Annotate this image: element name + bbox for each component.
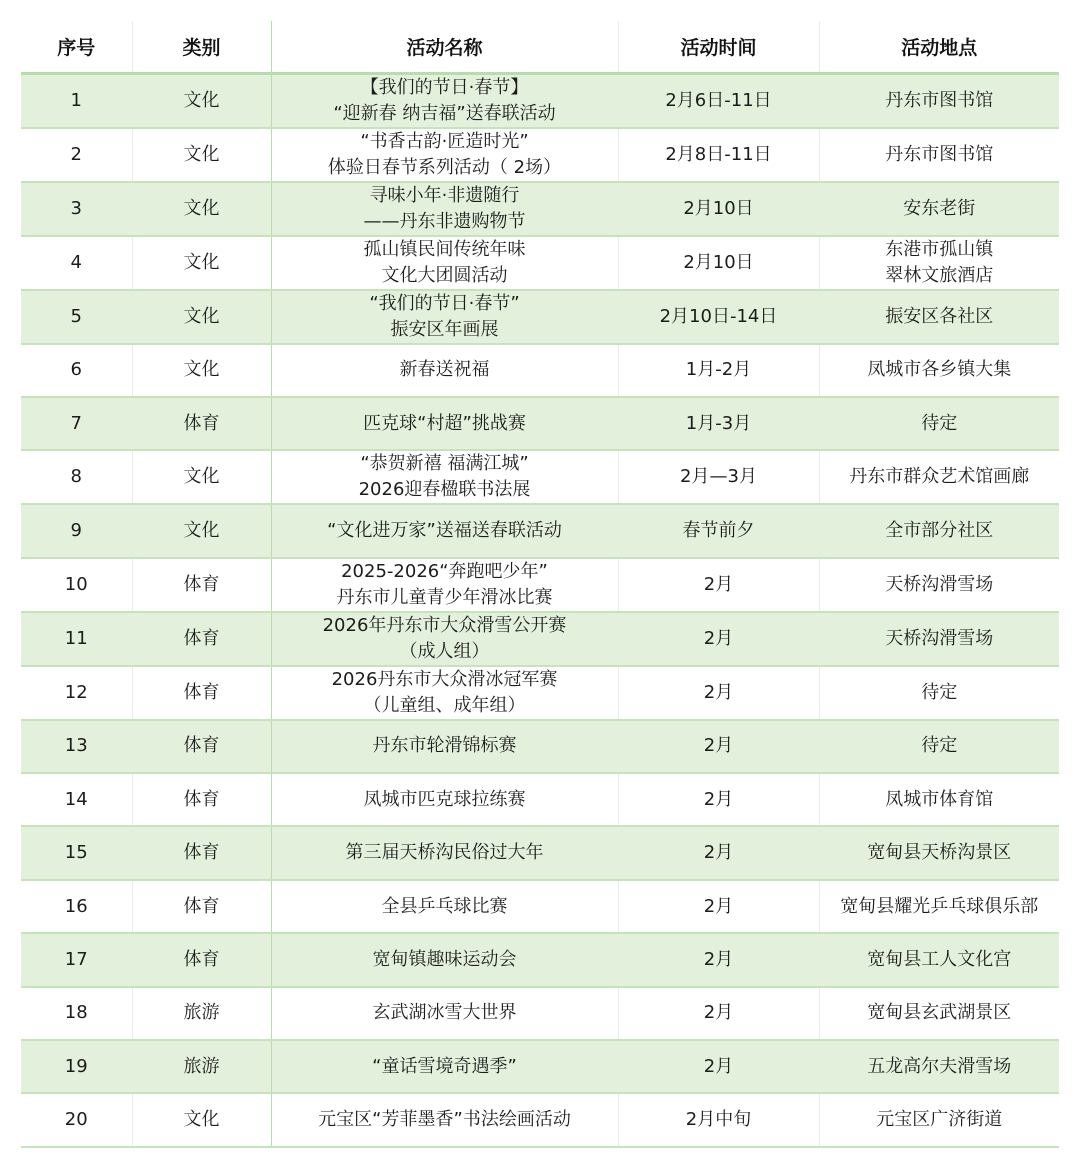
cell-activity-place [819,666,1059,720]
cell-no: 6 [70,359,82,381]
activity-name-line: “书香古韵·匠造时光” [360,130,529,152]
table-row [21,826,1059,879]
cell-category: 体育 [132,880,271,933]
cell-activity-name [271,720,618,773]
activity-place-line: 丹东市图书馆 [885,143,994,165]
cell-activity-time: 2月中旬 [618,1093,819,1146]
cell-activity-time: 2月 [618,612,819,666]
table-row [21,128,1059,182]
cell-category: 文化 [132,182,271,236]
table-row [21,933,1059,986]
cell-activity-time: 2月6日-11日 [618,73,819,128]
event-table-container [21,21,1059,1148]
cell-no: 9 [70,519,82,541]
cell-activity-place [819,612,1059,666]
cell-no: 14 [64,788,88,810]
cell-activity-time: 2月 [618,933,819,986]
header-no: 序号 [57,36,96,59]
activity-name-line: 2026迎春楹联书法展 [358,479,531,501]
cell-activity-time: 2月 [618,987,819,1040]
cell-activity-name [271,450,618,504]
header-category: 类别 [132,21,271,73]
activity-name-line: （成人组） [399,640,490,662]
table-row [21,73,1059,128]
table-row [21,450,1059,504]
cell-category: 文化 [132,128,271,182]
activity-place-line: 待定 [921,412,958,434]
cell-activity-place [819,720,1059,773]
activity-name-line: “我们的节日·春节” [369,292,520,314]
cell-no: 16 [64,895,88,917]
cell-no: 8 [70,466,82,488]
header-row [21,21,1059,73]
activity-place-line: 宽甸县耀光乒乓球俱乐部 [840,895,1039,917]
activity-name-line: 宽甸镇趣味运动会 [372,948,517,970]
table-row [21,1040,1059,1093]
activity-name-line: 丹东市轮滑锦标赛 [372,735,517,757]
cell-activity-name [271,128,618,182]
cell-no: 1 [70,89,82,111]
table-row [21,344,1059,397]
cell-activity-time: 1月-3月 [618,397,819,450]
activity-name-line: 凤城市匹克球拉练赛 [363,788,526,810]
cell-no: 12 [64,681,88,703]
table-row [21,504,1059,557]
cell-no: 4 [70,251,82,273]
table-row [21,720,1059,773]
activity-place-line: 宽甸县玄武湖景区 [867,1002,1012,1024]
cell-no: 2 [70,143,82,165]
activity-name-line: “文化进万家”送福送春联活动 [327,519,562,541]
table-row [21,558,1059,612]
activity-place-line: 天桥沟滑雪场 [885,573,994,595]
table-row [21,612,1059,666]
cell-activity-place [819,880,1059,933]
activity-name-line: 第三届天桥沟民俗过大年 [345,842,544,864]
cell-no: 19 [64,1055,88,1077]
cell-category: 文化 [132,344,271,397]
table-row [21,773,1059,826]
cell-activity-place [819,504,1059,557]
activity-name-line: “迎新春 纳吉福”送春联活动 [333,102,556,124]
activity-name-line: 丹东市儿童青少年滑冰比赛 [336,586,553,608]
cell-no: 3 [70,197,82,219]
table-row [21,397,1059,450]
cell-no: 17 [64,948,88,970]
table-body [21,73,1059,1147]
cell-category: 体育 [132,826,271,879]
activity-place-line: 凤城市体育馆 [885,788,994,810]
cell-activity-place [819,987,1059,1040]
table-row [21,182,1059,236]
cell-category: 体育 [132,773,271,826]
cell-category: 体育 [132,397,271,450]
activity-place-line: 安东老街 [903,197,976,219]
cell-activity-place [819,344,1059,397]
activity-place-line: 东港市孤山镇 [885,238,994,260]
activity-place-line: 凤城市各乡镇大集 [867,359,1012,381]
activity-name-line: ——丹东非遗购物节 [363,210,526,232]
cell-category: 体育 [132,933,271,986]
activity-place-line: 天桥沟滑雪场 [885,627,994,649]
cell-activity-place [819,773,1059,826]
cell-category: 文化 [132,236,271,290]
cell-no: 20 [64,1109,88,1131]
activity-place-line: 待定 [921,681,958,703]
cell-activity-name [271,666,618,720]
cell-activity-time: 2月 [618,880,819,933]
cell-activity-name [271,826,618,879]
activity-name-line: 【我们的节日·春节】 [360,76,529,98]
activity-name-line: 2026年丹东市大众滑雪公开赛 [322,614,567,636]
cell-activity-name [271,933,618,986]
cell-activity-name [271,504,618,557]
activity-name-line: 新春送祝福 [399,359,490,381]
activity-name-line: （儿童组、成年组） [363,694,526,716]
table-row [21,987,1059,1040]
cell-activity-place [819,236,1059,290]
cell-category: 旅游 [132,987,271,1040]
cell-category: 旅游 [132,1040,271,1093]
cell-category: 文化 [132,73,271,128]
cell-activity-place [819,182,1059,236]
activity-place-line: 全市部分社区 [885,519,994,541]
cell-activity-place [819,826,1059,879]
cell-activity-time: 2月10日 [618,182,819,236]
cell-activity-place [819,450,1059,504]
cell-activity-name [271,987,618,1040]
activity-name-line: “恭贺新禧 福满江城” [360,453,529,475]
activity-place-line: 元宝区广济街道 [876,1109,1003,1131]
cell-activity-name [271,182,618,236]
cell-no: 10 [64,573,88,595]
cell-activity-time: 2月 [618,666,819,720]
activity-place-line: 五龙高尔夫滑雪场 [867,1055,1012,1077]
activity-name-line: 孤山镇民间传统年味 [363,238,526,260]
activity-place-line: 翠林文旅酒店 [885,264,994,286]
cell-category: 文化 [132,290,271,344]
cell-activity-time: 2月8日-11日 [618,128,819,182]
cell-activity-place [819,558,1059,612]
cell-activity-time: 2月 [618,826,819,879]
cell-category: 体育 [132,720,271,773]
cell-category: 体育 [132,666,271,720]
table-row [21,236,1059,290]
cell-activity-time: 2月 [618,558,819,612]
cell-activity-time: 2月10日-14日 [618,290,819,344]
header-activity-time: 活动时间 [618,21,819,73]
cell-activity-name [271,1093,618,1146]
activity-name-line: 元宝区“芳菲墨香”书法绘画活动 [318,1109,571,1131]
cell-category: 文化 [132,450,271,504]
cell-no: 11 [64,627,88,649]
cell-activity-place [819,1040,1059,1093]
activity-name-line: 2025-2026“奔跑吧少年” [341,560,548,582]
cell-activity-place [819,933,1059,986]
cell-activity-place [819,128,1059,182]
cell-activity-time: 2月10日 [618,236,819,290]
cell-activity-name [271,773,618,826]
cell-activity-place [819,73,1059,128]
cell-activity-time: 1月-2月 [618,344,819,397]
header-activity-place: 活动地点 [901,36,978,59]
activity-name-line: 2026丹东市大众滑冰冠军赛 [331,668,558,690]
activity-name-line: 文化大团圆活动 [381,264,508,286]
cell-activity-place [819,1093,1059,1146]
cell-category: 文化 [132,504,271,557]
activity-name-line: 振安区年画展 [390,318,499,340]
cell-activity-name [271,880,618,933]
activity-place-line: 丹东市群众艺术馆画廊 [849,466,1030,488]
cell-no: 18 [64,1002,88,1024]
activity-name-line: 玄武湖冰雪大世界 [372,1002,517,1024]
activity-place-line: 宽甸县工人文化宫 [867,948,1012,970]
header-activity-name: 活动名称 [271,21,618,73]
activity-place-line: 宽甸县天桥沟景区 [867,842,1012,864]
activity-name-line: 寻味小年·非遗随行 [369,184,520,206]
cell-activity-place [819,397,1059,450]
table-row [21,1093,1059,1146]
cell-activity-name [271,397,618,450]
activity-name-line: 匹克球“村超”挑战赛 [363,412,526,434]
cell-activity-time: 2月 [618,1040,819,1093]
cell-activity-name [271,236,618,290]
activity-name-line: 全县乒乓球比赛 [381,895,508,917]
activity-name-line: “童话雪境奇遇季” [372,1055,517,1077]
cell-category: 文化 [132,1093,271,1146]
cell-activity-name [271,558,618,612]
cell-activity-name [271,1040,618,1093]
cell-activity-time: 春节前夕 [618,504,819,557]
cell-category: 体育 [132,558,271,612]
cell-activity-name [271,73,618,128]
cell-activity-name [271,344,618,397]
cell-activity-place [819,290,1059,344]
cell-no: 13 [64,735,88,757]
activity-place-line: 待定 [921,735,958,757]
activity-place-line: 振安区各社区 [885,305,994,327]
cell-activity-name [271,612,618,666]
cell-no: 7 [70,412,82,434]
cell-activity-time: 2月 [618,773,819,826]
table-row [21,290,1059,344]
activity-name-line: 体验日春节系列活动（ 2场） [327,156,562,178]
table-row [21,880,1059,933]
cell-activity-time: 2月—3月 [618,450,819,504]
table-row [21,666,1059,720]
activity-place-line: 丹东市图书馆 [885,89,994,111]
cell-activity-name [271,290,618,344]
cell-category: 体育 [132,612,271,666]
cell-activity-time: 2月 [618,720,819,773]
table-header [21,21,1059,73]
cell-no: 5 [70,305,82,327]
event-table [21,21,1059,1148]
cell-no: 15 [64,842,88,864]
